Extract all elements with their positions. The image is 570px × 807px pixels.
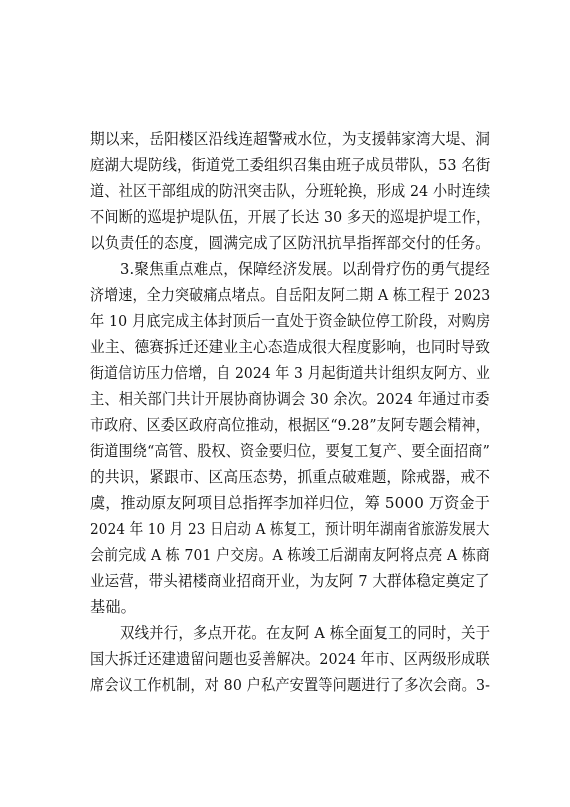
text-line: 业主、德赛拆迁还建业主心态造成很大程度影响，也同时导致: [90, 338, 491, 356]
text-line: 市政府、区委区政府高位推动，根据区“9.28”友阿专题会精神，: [90, 416, 490, 434]
text-line: 基础。: [90, 598, 137, 616]
text-line: 虞，推动原友阿项目总指挥李加祥归位，筹 5000 万资金于: [90, 494, 490, 512]
text-line: 国大拆迁还建遗留问题也妥善解决。2024 年市、区两级形成联: [90, 650, 490, 668]
text-line: 业运营，带头裙楼商业招商开业，为友阿 7 大群体稳定奠定了: [90, 572, 490, 590]
text-line: 2024 年 10 月 23 日启动 A 栋复工，预计明年湖南省旅游发展大: [90, 520, 490, 538]
text-line: 庭湖大堤防线，街道党工委组织召集由班子成员带队，53 名街: [90, 156, 491, 174]
text-line: 不间断的巡堤护堤队伍，开展了长达 30 多天的巡堤护堤工作，: [90, 208, 491, 226]
text-line: 济增速，全力突破痛点堵点。自岳阳友阿二期 A 栋工程于 2023: [90, 286, 491, 304]
paragraph-start-line: 双线并行，多点开花。在友阿 A 栋全面复工的同时，关于: [120, 624, 491, 642]
text-line: 席会议工作机制，对 80 户私产安置等问题进行了多次会商。3-: [90, 676, 491, 694]
text-line: 街道围绕“高管、股权、资金要归位，要复工复产、要全面招商”: [90, 442, 490, 460]
text-line: 期以来，岳阳楼区沿线连超警戒水位，为支援韩家湾大堤、洞: [90, 130, 491, 148]
text-line: 道、社区干部组成的防汛突击队，分班轮换，形成 24 小时连续: [90, 182, 491, 200]
text-line: 会前完成 A 栋 701 户交房。A 栋竣工后湖南友阿将点亮 A 栋商: [90, 546, 491, 564]
text-line: 年 10 月底完成主体封顶后一直处于资金缺位停工阶段，对购房: [90, 312, 491, 330]
text-line: 主、相关部门共计开展协商协调会 30 余次。2024 年通过市委: [90, 390, 490, 408]
text-line: 街道信访压力倍增，自 2024 年 3 月起街道共计组织友阿方、业: [90, 364, 491, 382]
text-line: 以负责任的态度，圆满完成了区防汛抗旱指挥部交付的任务。: [90, 234, 491, 252]
text-line: 的共识，紧跟市、区高压态势，抓重点破难题，除戒器，戒不: [90, 468, 491, 486]
paragraph-start-line: 3.聚焦重点难点，保障经济发展。以刮骨疗伤的勇气提经: [120, 260, 490, 278]
